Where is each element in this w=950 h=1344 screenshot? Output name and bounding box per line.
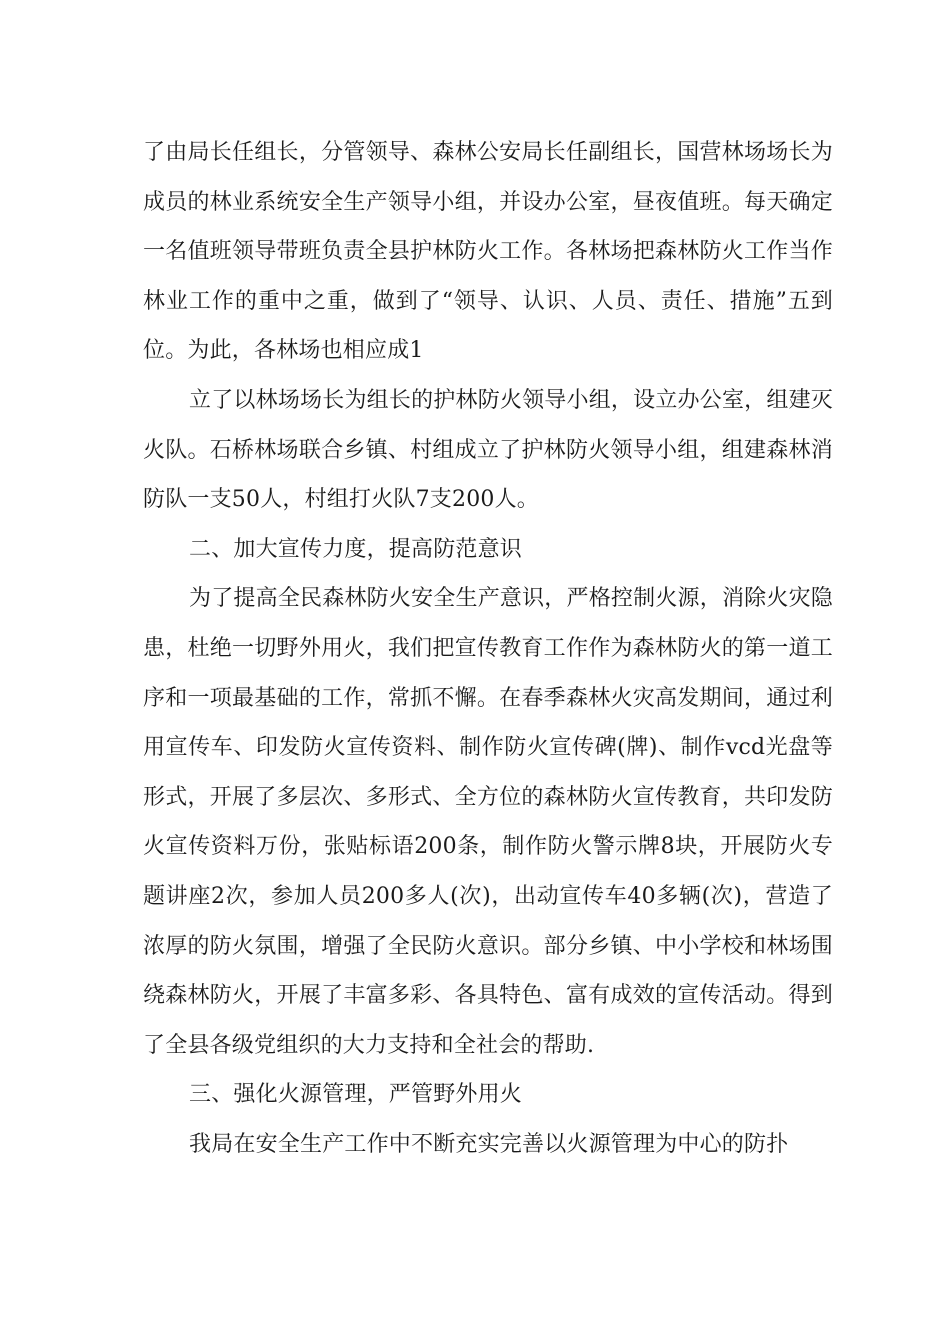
paragraph-publicity: 为了提高全民森林防火安全生产意识，严格控制火源，消除火灾隐患，杜绝一切野外用火，我们把宣传教育工作作为森林防火的第一道工序和一项最基础的工作，常抓不懈。在春季森林火灾高发期间，通过利用宣传车、印发防火宣传资料、制作防火宣传碑(牌)、制作vcd光盘等形式，开展了多层次、多形式、全方位的森林防火宣传教育，共印发防火宣传资料万份，张贴标语200条，制作防火警示牌8块，开展防火专题讲座2次，参加人员200多人(次)，出动宣传车40多辆(次)，营造了浓厚的防火氛围，增强了全民防火意识。部分乡镇、中小学校和林场围绕森林防火，开展了丰富多彩、各具特色、富有成效的宣传活动。得到了全县各级党组织的大力支持和全社会的帮助. — [143, 586, 833, 1058]
paragraph-leadership-group: 了由局长任组长，分管领导、森林公安局长任副组长，国营林场场长为成员的林业系统安全生产领导小组，并设办公室，昼夜值班。每天确定一名值班领导带班负责全县护林防火工作。各林场把森林防火工作当作林业工作的重中之重，做到了“领导、认识、人员、责任、措施”五到位。为此，各林场也相应成1 — [143, 140, 833, 364]
document-body — [143, 128, 833, 1169]
paragraph-fire-source: 我局在安全生产工作中不断充实完善以火源管理为中心的防扑 — [189, 1131, 789, 1157]
section-heading-fire-source: 三、强化火源管理，严管野外用火 — [189, 1082, 523, 1108]
section-heading-publicity: 二、加大宣传力度，提高防范意识 — [189, 536, 523, 562]
paragraph-forest-farm-teams: 立了以林场场长为组长的护林防火领导小组，设立办公室，组建灭火队。石桥林场联合乡镇、村组成立了护林防火领导小组，组建森林消防队一支50人，村组打火队7支200人。 — [143, 387, 833, 513]
